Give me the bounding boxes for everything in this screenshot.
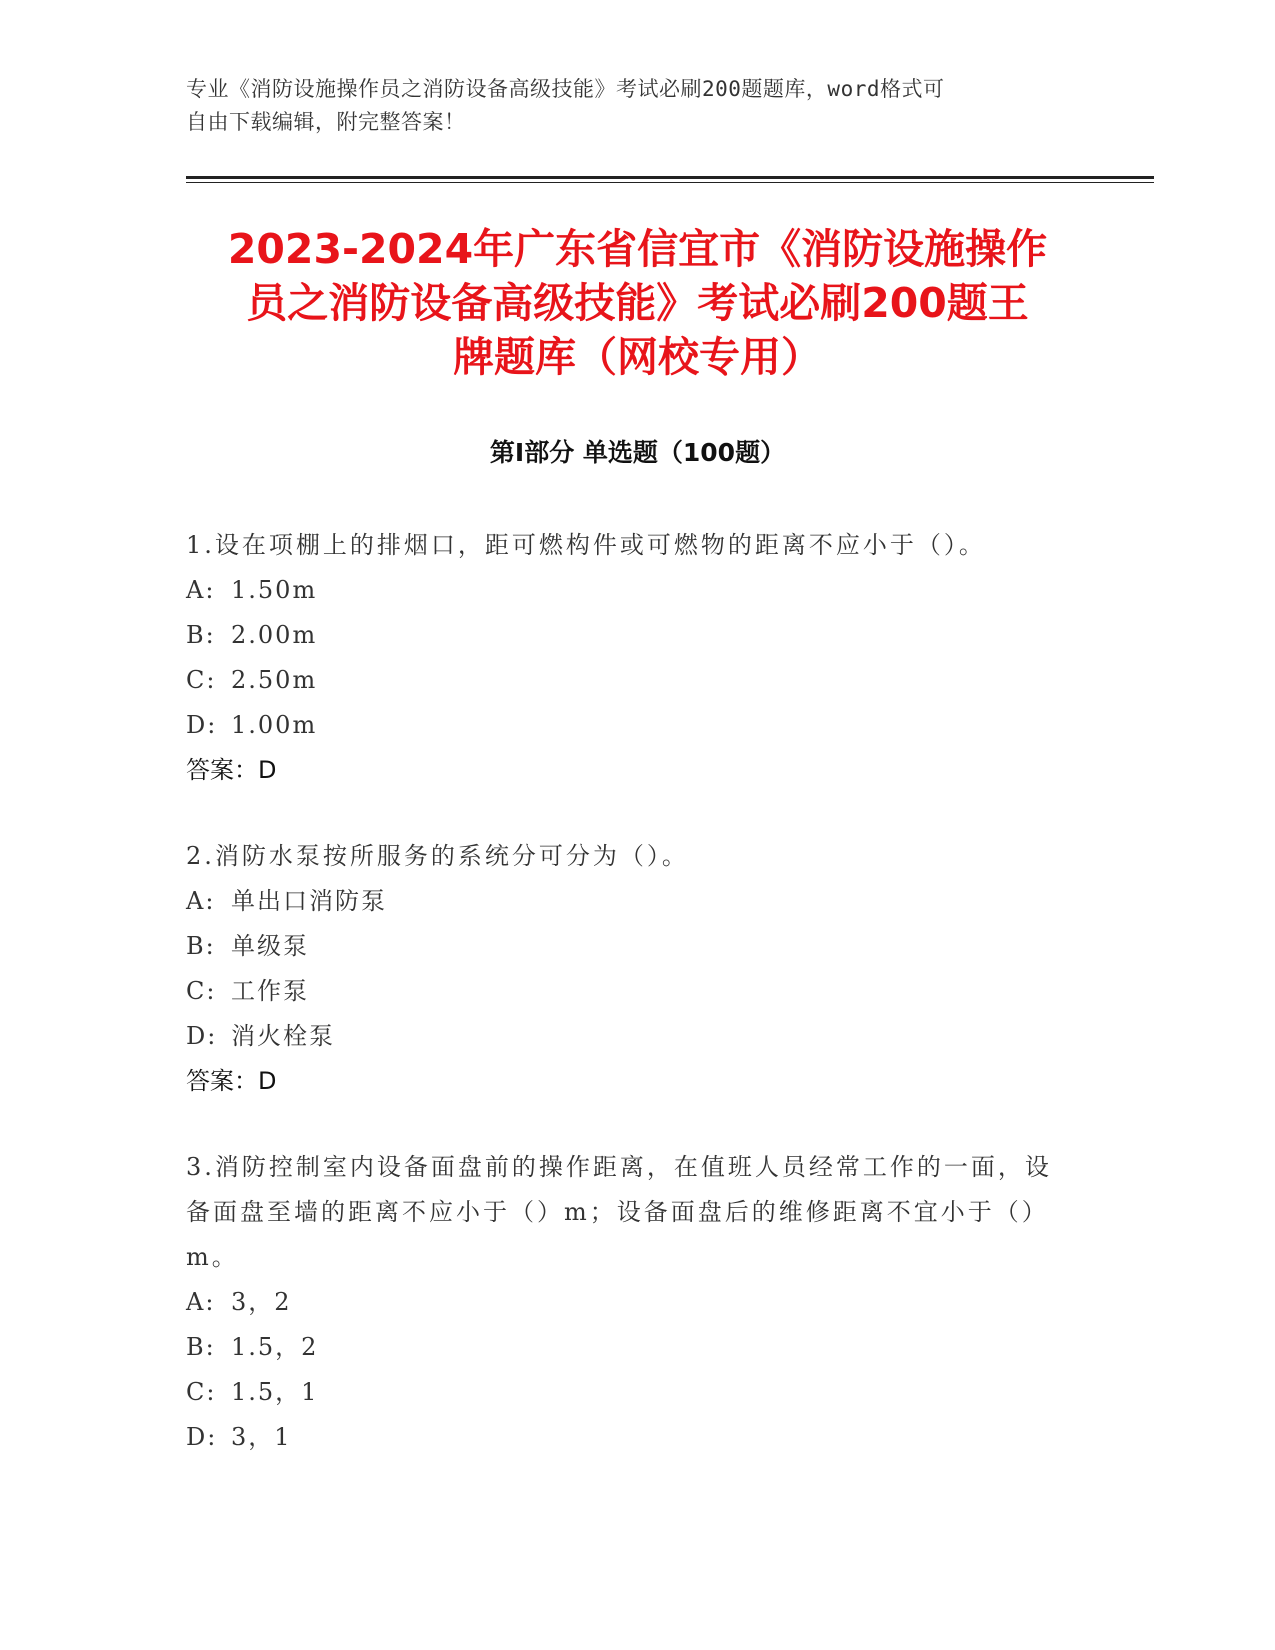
section-title: 第I部分 单选题（100题） xyxy=(489,438,786,467)
header-note-line1: 专业《消防设施操作员之消防设备高级技能》考试必刷200题题库，word格式可 xyxy=(186,77,945,101)
option-text: 3，1 xyxy=(231,1423,292,1451)
header-note xyxy=(186,73,1066,139)
option-d xyxy=(186,1014,1076,1059)
header-divider-thick xyxy=(186,176,1154,179)
question-2 xyxy=(186,834,1076,1104)
option-letter: C: xyxy=(186,666,217,694)
option-b xyxy=(186,1325,1076,1370)
option-letter: A: xyxy=(186,1288,216,1316)
header-divider-thin xyxy=(186,182,1154,183)
option-c xyxy=(186,969,1076,1014)
option-b xyxy=(186,924,1076,969)
option-d xyxy=(186,1415,1076,1460)
option-c xyxy=(186,1370,1076,1415)
question-stem: 1.设在项棚上的排烟口，距可燃构件或可燃物的距离不应小于（）。 xyxy=(186,531,986,559)
option-letter: D: xyxy=(186,711,218,739)
option-letter: D: xyxy=(186,1022,218,1050)
page-title-line1: 2023-2024年广东省信宜市《消防设施操作 xyxy=(227,225,1048,273)
question-stem: 2.消防水泵按所服务的系统分可分为（）。 xyxy=(186,842,689,870)
option-text: 2.00m xyxy=(231,621,318,649)
option-letter: B: xyxy=(186,932,216,960)
option-letter: B: xyxy=(186,1333,216,1361)
option-letter: C: xyxy=(186,977,217,1005)
header-note-line2: 自由下载编辑，附完整答案！ xyxy=(186,110,466,134)
answer-line: 答案：D xyxy=(186,1067,277,1095)
option-text: 消火栓泵 xyxy=(231,1022,335,1050)
option-a xyxy=(186,879,1076,924)
option-text: 2.50m xyxy=(231,666,318,694)
option-a xyxy=(186,1280,1076,1325)
option-text: 单出口消防泵 xyxy=(231,887,387,915)
option-letter: D: xyxy=(186,1423,218,1451)
page-title-line2: 员之消防设备高级技能》考试必刷200题王 xyxy=(246,279,1029,327)
option-text: 1.5，2 xyxy=(231,1333,319,1361)
option-text: 1.00m xyxy=(231,711,318,739)
option-text: 3，2 xyxy=(231,1288,292,1316)
option-text: 1.5，1 xyxy=(231,1378,319,1406)
question-1 xyxy=(186,523,1076,793)
option-letter: C: xyxy=(186,1378,217,1406)
option-b xyxy=(186,613,1076,658)
option-letter: A: xyxy=(186,576,216,604)
question-stem: 3.消防控制室内设备面盘前的操作距离，在值班人员经常工作的一面，设备面盘至墙的距离不应小于（）m；设备面盘后的维修距离不宜小于（）m。 xyxy=(186,1153,1052,1271)
question-list xyxy=(186,523,1076,1501)
page-title xyxy=(186,222,1089,384)
option-text: 单级泵 xyxy=(231,932,309,960)
option-text: 工作泵 xyxy=(231,977,309,1005)
option-c xyxy=(186,658,1076,703)
option-letter: B: xyxy=(186,621,216,649)
option-text: 1.50m xyxy=(231,576,318,604)
question-3 xyxy=(186,1145,1076,1460)
option-letter: A: xyxy=(186,887,216,915)
page-title-line3: 牌题库（网校专用） xyxy=(453,333,822,381)
answer-line: 答案：D xyxy=(186,756,277,784)
option-a xyxy=(186,568,1076,613)
option-d xyxy=(186,703,1076,748)
